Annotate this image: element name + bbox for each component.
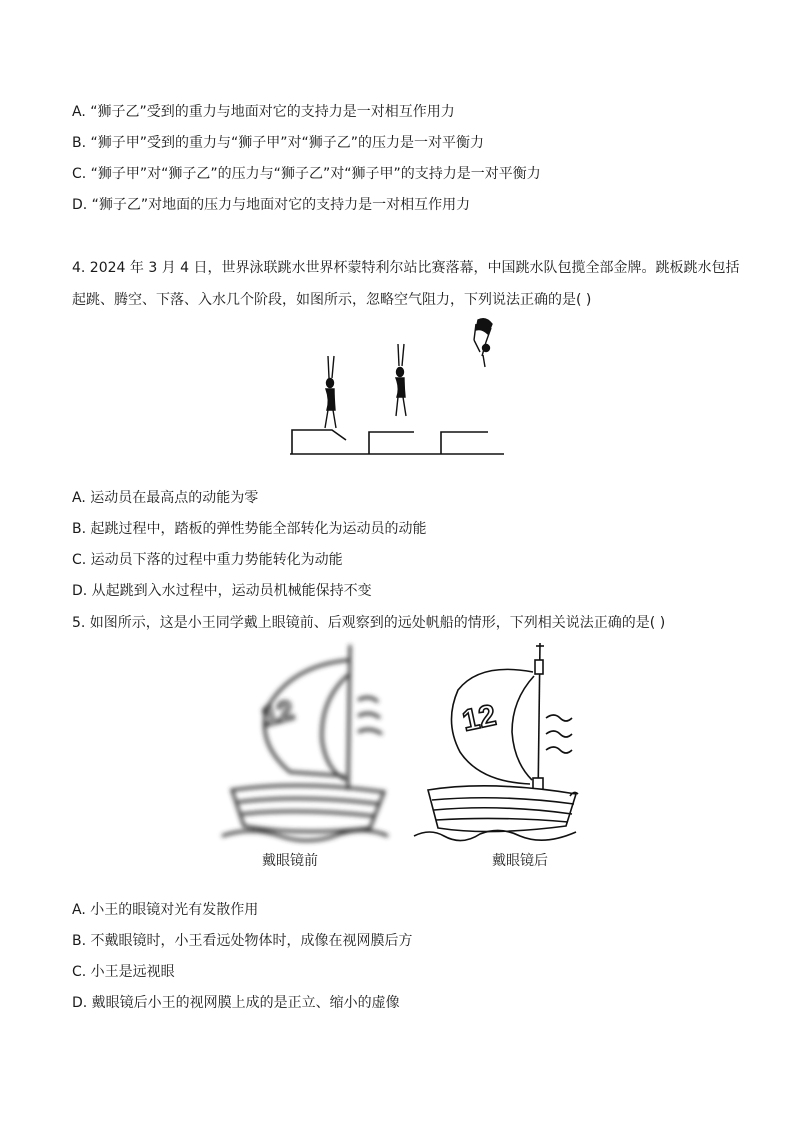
- q4-option-c: C. 运动员下落的过程中重力势能转化为动能: [72, 552, 343, 568]
- q4-option-b: B. 起跳过程中，踏板的弹性势能全部转化为运动员的动能: [72, 521, 427, 537]
- q5-option-d: D. 戴眼镜后小王的视网膜上成的是正立、缩小的虚像: [72, 995, 400, 1011]
- q5-stem: 5. 如图所示，这是小王同学戴上眼镜前、后观察到的远处帆船的情形，下列相关说法正确的是( ): [72, 615, 666, 631]
- blurry-sail-number: 12: [258, 694, 297, 733]
- diver-1: [325, 356, 336, 428]
- q3-option-d: D. “狮子乙”对地面的压力与地面对它的支持力是一对相互作用力: [72, 197, 471, 213]
- q5-option-a: A. 小王的眼镜对光有发散作用: [72, 902, 259, 918]
- blurry-sailboat: [222, 645, 388, 841]
- q4-stem-line-2: 起跳、腾空、下落、入水几个阶段，如图所示，忽略空气阻力，下列说法正确的是( ): [72, 292, 592, 308]
- sailboat-figure: [214, 640, 580, 845]
- q5-option-b: B. 不戴眼镜时，小王看远处物体时，成像在视网膜后方: [72, 933, 413, 949]
- q5-option-c: C. 小王是远视眼: [72, 964, 175, 980]
- q4-stem-line-1: 4. 2024 年 3 月 4 日，世界泳联跳水世界杯蒙特利尔站比赛落幕，中国跳水队包揽全部金牌。跳板跳水包括: [72, 260, 740, 276]
- clear-sail-number: 12: [459, 698, 499, 738]
- clear-sailboat: [414, 643, 578, 841]
- diver-2: [396, 344, 406, 416]
- q3-option-a: A. “狮子乙”受到的重力与地面对它的支持力是一对相互作用力: [72, 104, 455, 120]
- q4-option-a: A. 运动员在最高点的动能为零: [72, 490, 259, 506]
- q3-option-b: B. “狮子甲”受到的重力与“狮子甲”对“狮子乙”的压力是一对平衡力: [72, 135, 485, 151]
- q3-option-c: C. “狮子甲”对“狮子乙”的压力与“狮子乙”对“狮子甲”的支持力是一对平衡力: [72, 166, 541, 182]
- q4-option-d: D. 从起跳到入水过程中，运动员机械能保持不变: [72, 583, 372, 599]
- caption-after-glasses: 戴眼镜后: [492, 853, 548, 869]
- diver-3: [474, 319, 492, 367]
- diving-figure: [286, 312, 516, 460]
- caption-before-glasses: 戴眼镜前: [262, 853, 318, 869]
